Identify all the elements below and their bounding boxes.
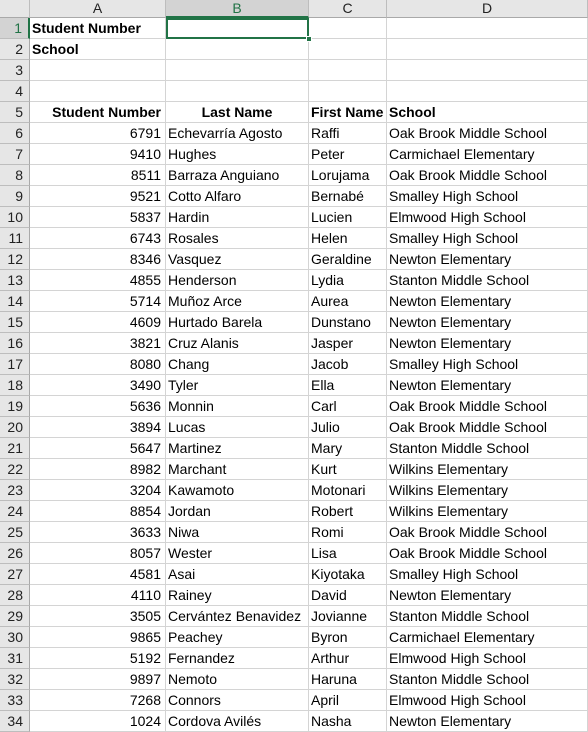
school-cell[interactable]: Smalley High School	[387, 564, 588, 585]
cell-a1[interactable]: Student Number	[30, 18, 166, 39]
first-name-cell[interactable]: Byron	[309, 627, 387, 648]
first-name-cell[interactable]: Robert	[309, 501, 387, 522]
student-number-cell[interactable]: 5192	[30, 648, 166, 669]
first-name-cell[interactable]: Arthur	[309, 648, 387, 669]
row-header-24[interactable]: 24	[0, 501, 30, 522]
school-cell[interactable]: Stanton Middle School	[387, 669, 588, 690]
school-cell[interactable]: Stanton Middle School	[387, 438, 588, 459]
student-number-cell[interactable]: 8346	[30, 249, 166, 270]
last-name-cell[interactable]: Echevarría Agosto	[166, 123, 309, 144]
last-name-cell[interactable]: Connors	[166, 690, 309, 711]
first-name-cell[interactable]: Jovianne	[309, 606, 387, 627]
student-number-cell[interactable]: 5636	[30, 396, 166, 417]
row-header-7[interactable]: 7	[0, 144, 30, 165]
last-name-cell[interactable]: Barraza Anguiano	[166, 165, 309, 186]
header-school[interactable]: School	[387, 102, 588, 123]
last-name-cell[interactable]: Cervántez Benavidez	[166, 606, 309, 627]
school-cell[interactable]: Smalley High School	[387, 228, 588, 249]
header-student-number[interactable]: Student Number	[30, 102, 166, 123]
school-cell[interactable]: Smalley High School	[387, 354, 588, 375]
first-name-cell[interactable]: Lisa	[309, 543, 387, 564]
row-header-21[interactable]: 21	[0, 438, 30, 459]
row-header-22[interactable]: 22	[0, 459, 30, 480]
student-number-cell[interactable]: 6791	[30, 123, 166, 144]
first-name-cell[interactable]: Lydia	[309, 270, 387, 291]
last-name-cell[interactable]: Jordan	[166, 501, 309, 522]
last-name-cell[interactable]: Marchant	[166, 459, 309, 480]
column-header-d[interactable]: D	[387, 0, 588, 18]
student-number-cell[interactable]: 7268	[30, 690, 166, 711]
row-header-31[interactable]: 31	[0, 648, 30, 669]
student-number-cell[interactable]: 8080	[30, 354, 166, 375]
first-name-cell[interactable]: Nasha	[309, 711, 387, 732]
last-name-cell[interactable]: Rainey	[166, 585, 309, 606]
last-name-cell[interactable]: Cruz Alanis	[166, 333, 309, 354]
cell-a3[interactable]	[30, 60, 166, 81]
school-cell[interactable]: Wilkins Elementary	[387, 501, 588, 522]
school-cell[interactable]: Newton Elementary	[387, 312, 588, 333]
row-header-33[interactable]: 33	[0, 690, 30, 711]
last-name-cell[interactable]: Henderson	[166, 270, 309, 291]
first-name-cell[interactable]: Ella	[309, 375, 387, 396]
student-number-cell[interactable]: 8854	[30, 501, 166, 522]
row-header-11[interactable]: 11	[0, 228, 30, 249]
school-cell[interactable]: Oak Brook Middle School	[387, 543, 588, 564]
header-first-name[interactable]: First Name	[309, 102, 387, 123]
row-header-5[interactable]: 5	[0, 102, 30, 123]
last-name-cell[interactable]: Asai	[166, 564, 309, 585]
student-number-cell[interactable]: 6743	[30, 228, 166, 249]
last-name-cell[interactable]: Monnin	[166, 396, 309, 417]
row-header-20[interactable]: 20	[0, 417, 30, 438]
cell-d2[interactable]	[387, 39, 588, 60]
student-number-cell[interactable]: 9410	[30, 144, 166, 165]
cell-d3[interactable]	[387, 60, 588, 81]
first-name-cell[interactable]: Julio	[309, 417, 387, 438]
row-header-4[interactable]: 4	[0, 81, 30, 102]
column-header-a[interactable]: A	[30, 0, 166, 18]
student-number-cell[interactable]: 9521	[30, 186, 166, 207]
school-cell[interactable]: Wilkins Elementary	[387, 480, 588, 501]
last-name-cell[interactable]: Hurtado Barela	[166, 312, 309, 333]
select-all-corner[interactable]	[0, 0, 30, 18]
row-header-29[interactable]: 29	[0, 606, 30, 627]
student-number-cell[interactable]: 4855	[30, 270, 166, 291]
student-number-cell[interactable]: 9865	[30, 627, 166, 648]
last-name-cell[interactable]: Muñoz Arce	[166, 291, 309, 312]
student-number-cell[interactable]: 5647	[30, 438, 166, 459]
row-header-32[interactable]: 32	[0, 669, 30, 690]
student-number-cell[interactable]: 3490	[30, 375, 166, 396]
row-header-30[interactable]: 30	[0, 627, 30, 648]
school-cell[interactable]: Elmwood High School	[387, 648, 588, 669]
first-name-cell[interactable]: Dunstano	[309, 312, 387, 333]
cell-b4[interactable]	[166, 81, 309, 102]
first-name-cell[interactable]: Jacob	[309, 354, 387, 375]
school-cell[interactable]: Newton Elementary	[387, 333, 588, 354]
last-name-cell[interactable]: Rosales	[166, 228, 309, 249]
school-cell[interactable]: Newton Elementary	[387, 375, 588, 396]
school-cell[interactable]: Smalley High School	[387, 186, 588, 207]
school-cell[interactable]: Elmwood High School	[387, 690, 588, 711]
last-name-cell[interactable]: Chang	[166, 354, 309, 375]
row-header-2[interactable]: 2	[0, 39, 30, 60]
row-header-26[interactable]: 26	[0, 543, 30, 564]
first-name-cell[interactable]: Peter	[309, 144, 387, 165]
first-name-cell[interactable]: Kurt	[309, 459, 387, 480]
school-cell[interactable]: Newton Elementary	[387, 291, 588, 312]
student-number-cell[interactable]: 3821	[30, 333, 166, 354]
column-header-b[interactable]: B	[166, 0, 309, 18]
first-name-cell[interactable]: April	[309, 690, 387, 711]
row-header-6[interactable]: 6	[0, 123, 30, 144]
last-name-cell[interactable]: Cotto Alfaro	[166, 186, 309, 207]
row-header-8[interactable]: 8	[0, 165, 30, 186]
row-header-13[interactable]: 13	[0, 270, 30, 291]
student-number-cell[interactable]: 3204	[30, 480, 166, 501]
row-header-34[interactable]: 34	[0, 711, 30, 732]
first-name-cell[interactable]: Aurea	[309, 291, 387, 312]
row-header-25[interactable]: 25	[0, 522, 30, 543]
cell-d1[interactable]	[387, 18, 588, 39]
cell-a2[interactable]: School	[30, 39, 166, 60]
first-name-cell[interactable]: Carl	[309, 396, 387, 417]
last-name-cell[interactable]: Peachey	[166, 627, 309, 648]
row-header-14[interactable]: 14	[0, 291, 30, 312]
student-number-cell[interactable]: 5837	[30, 207, 166, 228]
student-number-cell[interactable]: 5714	[30, 291, 166, 312]
cell-b3[interactable]	[166, 60, 309, 81]
last-name-cell[interactable]: Nemoto	[166, 669, 309, 690]
school-cell[interactable]: Stanton Middle School	[387, 606, 588, 627]
school-cell[interactable]: Wilkins Elementary	[387, 459, 588, 480]
cell-c1[interactable]	[309, 18, 387, 39]
cell-c4[interactable]	[309, 81, 387, 102]
row-header-19[interactable]: 19	[0, 396, 30, 417]
last-name-cell[interactable]: Martinez	[166, 438, 309, 459]
first-name-cell[interactable]: Raffi	[309, 123, 387, 144]
row-header-16[interactable]: 16	[0, 333, 30, 354]
student-number-cell[interactable]: 1024	[30, 711, 166, 732]
cell-a4[interactable]	[30, 81, 166, 102]
last-name-cell[interactable]: Tyler	[166, 375, 309, 396]
last-name-cell[interactable]: Fernandez	[166, 648, 309, 669]
school-cell[interactable]: Newton Elementary	[387, 249, 588, 270]
row-header-23[interactable]: 23	[0, 480, 30, 501]
first-name-cell[interactable]: Lucien	[309, 207, 387, 228]
first-name-cell[interactable]: Haruna	[309, 669, 387, 690]
student-number-cell[interactable]: 3894	[30, 417, 166, 438]
first-name-cell[interactable]: Geraldine	[309, 249, 387, 270]
column-header-c[interactable]: C	[309, 0, 387, 18]
row-header-27[interactable]: 27	[0, 564, 30, 585]
school-cell[interactable]: Oak Brook Middle School	[387, 396, 588, 417]
school-cell[interactable]: Elmwood High School	[387, 207, 588, 228]
first-name-cell[interactable]: Mary	[309, 438, 387, 459]
row-header-17[interactable]: 17	[0, 354, 30, 375]
school-cell[interactable]: Oak Brook Middle School	[387, 417, 588, 438]
row-header-3[interactable]: 3	[0, 60, 30, 81]
first-name-cell[interactable]: Jasper	[309, 333, 387, 354]
student-number-cell[interactable]: 8057	[30, 543, 166, 564]
last-name-cell[interactable]: Niwa	[166, 522, 309, 543]
school-cell[interactable]: Oak Brook Middle School	[387, 165, 588, 186]
header-last-name[interactable]: Last Name	[166, 102, 309, 123]
student-number-cell[interactable]: 9897	[30, 669, 166, 690]
cell-c2[interactable]	[309, 39, 387, 60]
student-number-cell[interactable]: 4581	[30, 564, 166, 585]
last-name-cell[interactable]: Lucas	[166, 417, 309, 438]
first-name-cell[interactable]: Helen	[309, 228, 387, 249]
first-name-cell[interactable]: Lorujama	[309, 165, 387, 186]
last-name-cell[interactable]: Vasquez	[166, 249, 309, 270]
row-header-9[interactable]: 9	[0, 186, 30, 207]
school-cell[interactable]: Newton Elementary	[387, 585, 588, 606]
row-header-18[interactable]: 18	[0, 375, 30, 396]
row-header-28[interactable]: 28	[0, 585, 30, 606]
student-number-cell[interactable]: 8511	[30, 165, 166, 186]
school-cell[interactable]: Newton Elementary	[387, 711, 588, 732]
student-number-cell[interactable]: 3633	[30, 522, 166, 543]
first-name-cell[interactable]: Bernabé	[309, 186, 387, 207]
first-name-cell[interactable]: Romi	[309, 522, 387, 543]
active-cell-b1[interactable]	[166, 18, 309, 39]
student-number-cell[interactable]: 4110	[30, 585, 166, 606]
first-name-cell[interactable]: David	[309, 585, 387, 606]
row-header-1[interactable]: 1	[0, 18, 30, 39]
cell-d4[interactable]	[387, 81, 588, 102]
cell-c3[interactable]	[309, 60, 387, 81]
last-name-cell[interactable]: Wester	[166, 543, 309, 564]
first-name-cell[interactable]: Kiyotaka	[309, 564, 387, 585]
school-cell[interactable]: Oak Brook Middle School	[387, 123, 588, 144]
school-cell[interactable]: Oak Brook Middle School	[387, 522, 588, 543]
last-name-cell[interactable]: Kawamoto	[166, 480, 309, 501]
cell-b2[interactable]	[166, 39, 309, 60]
school-cell[interactable]: Carmichael Elementary	[387, 627, 588, 648]
fill-handle[interactable]	[306, 36, 312, 42]
last-name-cell[interactable]: Hardin	[166, 207, 309, 228]
student-number-cell[interactable]: 4609	[30, 312, 166, 333]
last-name-cell[interactable]: Hughes	[166, 144, 309, 165]
row-header-12[interactable]: 12	[0, 249, 30, 270]
school-cell[interactable]: Stanton Middle School	[387, 270, 588, 291]
student-number-cell[interactable]: 8982	[30, 459, 166, 480]
row-header-15[interactable]: 15	[0, 312, 30, 333]
row-header-10[interactable]: 10	[0, 207, 30, 228]
last-name-cell[interactable]: Cordova Avilés	[166, 711, 309, 732]
student-number-cell[interactable]: 3505	[30, 606, 166, 627]
school-cell[interactable]: Carmichael Elementary	[387, 144, 588, 165]
first-name-cell[interactable]: Motonari	[309, 480, 387, 501]
